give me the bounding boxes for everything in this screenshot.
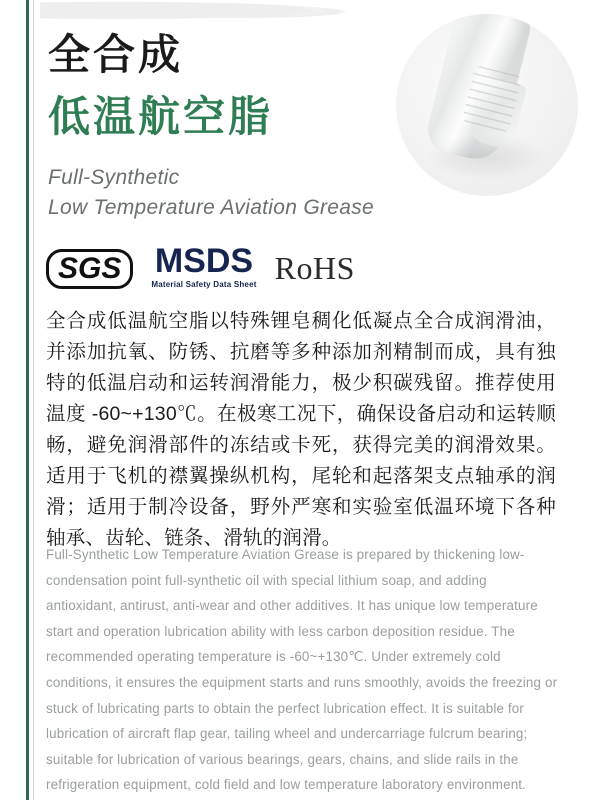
description-chinese: 全合成低温航空脂以特殊锂皂稠化低凝点全合成润滑油，并添加抗氧、防锈、抗磨等多种添加剂精制而成，具有独特的低温启动和运转润滑能力，极少积碳残留。推荐使用温度 -60~+130℃。在极寒工况下，确保设备启动和运转顺畅，避免润滑部件的冻结或卡死，获得完美的润滑效果。适用于飞机的襟翼操纵机构，尾轮和起落架支点轴承的润滑；适用于制冷设备，野外严寒和实验室低温环境下各种轴承、齿轮、链条、滑轨的润滑。 bbox=[46, 310, 556, 549]
msds-logo bbox=[151, 244, 256, 289]
certification-logo-row bbox=[46, 244, 355, 289]
msds-logo-label: MSDS bbox=[154, 242, 254, 280]
page-title-cn-secondary: 低温航空脂 bbox=[48, 93, 274, 140]
left-accent-rule bbox=[26, 0, 29, 800]
sgs-logo: SGS bbox=[46, 249, 133, 290]
page-subtitle-en-line2: Low Temperature Aviation Grease bbox=[48, 196, 375, 219]
top-decorative-band bbox=[40, 0, 470, 26]
rohs-logo: RoHS bbox=[274, 250, 355, 286]
msds-logo-sublabel: Material Safety Data Sheet bbox=[151, 280, 257, 289]
page-title-cn-primary: 全合成 bbox=[48, 31, 184, 78]
description-english: Full-Synthetic Low Temperature Aviation Grease is prepared by thickening low-condensation point full-synthetic oil with special lithium soap, and adding antioxidant, antirust, anti-wear and other additives. It has unique low temperature start and operation lubrication ability with less carbon deposition residue. The recommended operating temperature is -60~+130℃. Under extremely cold conditions, it ensures the equipment starts and runs smoothly, avoids the freezing or stuck of lubricating parts to obtain the perfect lubrication effect. It is suitable for lubrication of aircraft flap gear, tailing wheel and undercarriage fulcrum bearing; suitable for lubrication of various bearings, gears, chains, and slide rails in the refrigeration equipment, cold field and low temperature laboratory environment. bbox=[46, 547, 558, 793]
page-subtitle-en-line1: Full-Synthetic bbox=[48, 166, 180, 189]
product-photo bbox=[396, 14, 578, 196]
product-shadow bbox=[426, 134, 546, 180]
left-thin-rule bbox=[33, 0, 34, 800]
